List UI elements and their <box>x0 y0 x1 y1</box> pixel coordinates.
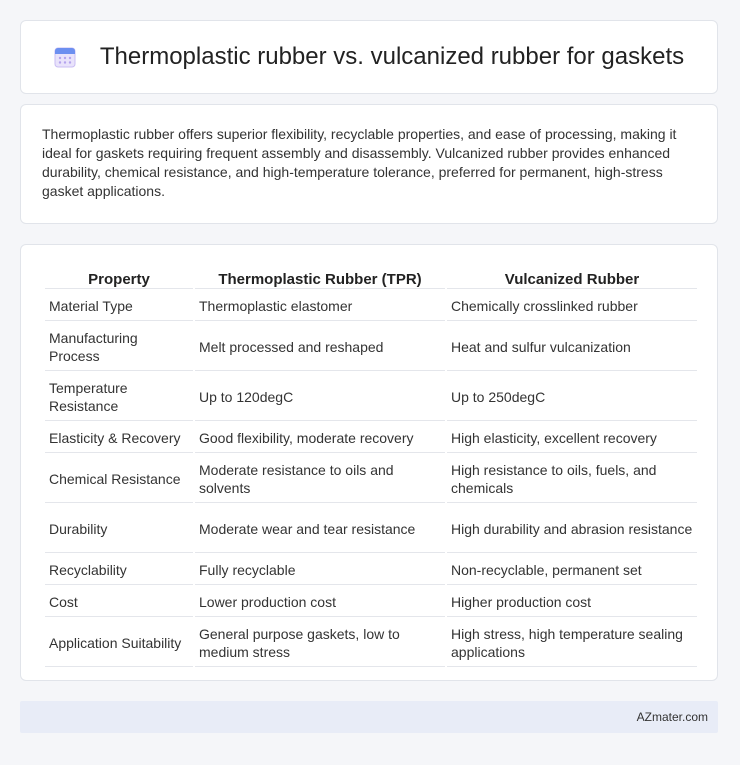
tpr-cell: Fully recyclable <box>195 555 445 585</box>
vulcanized-cell: High elasticity, excellent recovery <box>447 423 697 453</box>
calendar-icon <box>54 45 76 69</box>
property-cell: Application Suitability <box>45 619 193 667</box>
table-row <box>45 455 697 503</box>
tpr-cell: Moderate resistance to oils and solvents <box>195 455 445 503</box>
vulcanized-cell: Up to 250degC <box>447 373 697 421</box>
footer-brand[interactable]: AZmater.com <box>636 710 708 724</box>
vulcanized-cell: High stress, high temperature sealing applications <box>447 619 697 667</box>
property-cell: Recyclability <box>45 555 193 585</box>
tpr-cell: Moderate wear and tear resistance <box>195 505 445 553</box>
tpr-cell: Melt processed and reshaped <box>195 323 445 371</box>
table-header-row <box>45 267 697 289</box>
vulcanized-cell: Non-recyclable, permanent set <box>447 555 697 585</box>
property-cell: Manufacturing Process <box>45 323 193 371</box>
comparison-card <box>20 244 718 681</box>
property-cell: Elasticity & Recovery <box>45 423 193 453</box>
summary-text: Thermoplastic rubber offers superior flexibility, recyclable properties, and ease of processing, making it ideal for gaskets requiring frequent assembly and disassembly. Vulcanized rubber provides enhanced durability, chemical resistance, and high-temperature tolerance, preferred for permanent, high-stress gasket applications. <box>42 126 677 199</box>
vulcanized-cell: High resistance to oils, fuels, and chemicals <box>447 455 697 503</box>
header-vulcanized: Vulcanized Rubber <box>447 267 697 289</box>
table-row <box>45 505 697 553</box>
comparison-table <box>43 265 699 669</box>
tpr-cell: Good flexibility, moderate recovery <box>195 423 445 453</box>
property-cell: Durability <box>45 505 193 553</box>
page-title-text: Thermoplastic rubber vs. vulcanized rubber for gaskets <box>99 43 685 70</box>
vulcanized-cell: High durability and abrasion resistance <box>447 505 697 553</box>
table-row <box>45 587 697 617</box>
tpr-cell: Lower production cost <box>195 587 445 617</box>
header-property: Property <box>45 267 193 289</box>
property-cell: Cost <box>45 587 193 617</box>
title-card <box>20 20 718 94</box>
table-row <box>45 373 697 421</box>
footer <box>20 701 718 733</box>
table-row <box>45 291 697 321</box>
vulcanized-cell: Higher production cost <box>447 587 697 617</box>
header-tpr: Thermoplastic Rubber (TPR) <box>195 267 445 289</box>
table-row <box>45 555 697 585</box>
page-title <box>54 43 684 71</box>
table-row <box>45 619 697 667</box>
table-row <box>45 323 697 371</box>
table-row <box>45 423 697 453</box>
property-cell: Temperature Resistance <box>45 373 193 421</box>
vulcanized-cell: Chemically crosslinked rubber <box>447 291 697 321</box>
summary-card <box>20 104 718 224</box>
vulcanized-cell: Heat and sulfur vulcanization <box>447 323 697 371</box>
tpr-cell: General purpose gaskets, low to medium stress <box>195 619 445 667</box>
tpr-cell: Up to 120degC <box>195 373 445 421</box>
property-cell: Material Type <box>45 291 193 321</box>
tpr-cell: Thermoplastic elastomer <box>195 291 445 321</box>
property-cell: Chemical Resistance <box>45 455 193 503</box>
